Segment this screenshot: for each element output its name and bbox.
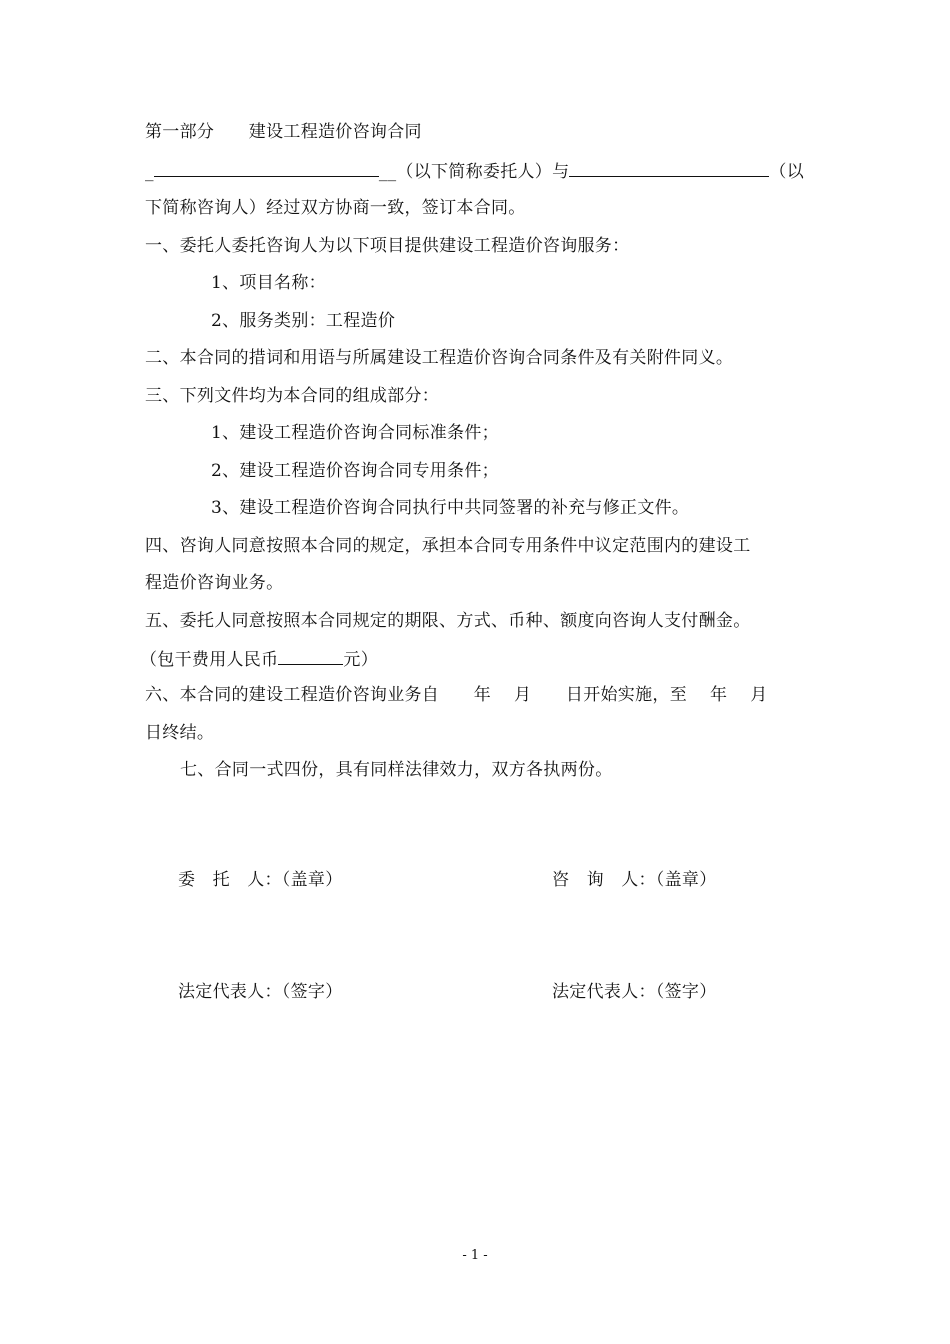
fee-label: （包干费用人民币 xyxy=(140,650,279,670)
clause-6-line-2: 日终结。 xyxy=(145,723,215,743)
consultant-representative-label: 法定代表人：（签字） xyxy=(552,982,717,1002)
clause-5-line-1: 五、委托人同意按照本合同规定的期限、方式、币种、额度向咨询人支付酬金。 xyxy=(145,611,751,631)
clause-1-item-1: 1、项目名称： xyxy=(211,273,326,293)
client-name-blank[interactable] xyxy=(154,158,379,177)
fee-unit: 元） xyxy=(343,650,379,670)
clause-7: 七、合同一式四份，具有同样法律效力，双方各执两份。 xyxy=(180,760,613,780)
consultant-name-blank[interactable] xyxy=(569,158,769,177)
parties-mid: __（以下简称委托人）与 xyxy=(378,162,570,182)
page-number: - 1 - xyxy=(462,1248,488,1263)
clause-4-line-2: 程造价咨询业务。 xyxy=(145,573,284,593)
clause-3: 三、下列文件均为本合同的组成部分： xyxy=(145,386,440,406)
clause-6-line-1: 六、本合同的建设工程造价咨询业务自 年 月 日开始实施，至 年 月 xyxy=(145,685,768,705)
section-title: 第一部分 建设工程造价咨询合同 xyxy=(145,122,422,142)
clause-1-item-2: 2、服务类别：工程造价 xyxy=(211,311,396,331)
client-representative-label: 法定代表人：（签字） xyxy=(178,982,343,1002)
parties-line xyxy=(145,158,804,184)
clause-1: 一、委托人委托咨询人为以下项目提供建设工程造价咨询服务： xyxy=(145,236,630,256)
fee-amount-blank[interactable] xyxy=(278,646,343,665)
clause-5-fee-line xyxy=(140,646,378,672)
clause-3-item-3: 3、建设工程造价咨询合同执行中共同签署的补充与修正文件。 xyxy=(211,498,690,518)
clause-4-line-1: 四、咨询人同意按照本合同的规定，承担本合同专用条件中议定范围内的建设工 xyxy=(145,536,751,556)
clause-3-item-2: 2、建设工程造价咨询合同专用条件； xyxy=(211,461,499,481)
clause-3-item-1: 1、建设工程造价咨询合同标准条件； xyxy=(211,423,499,443)
consultant-seal-label: 咨 询 人：（盖章） xyxy=(552,870,717,890)
parties-pre: _ xyxy=(145,162,154,182)
parties-post: （以 xyxy=(769,162,805,182)
clause-2: 二、本合同的措词和用语与所属建设工程造价咨询合同条件及有关附件同义。 xyxy=(145,348,734,368)
client-seal-label: 委 托 人：（盖章） xyxy=(178,870,343,890)
parties-continuation: 下简称咨询人）经过双方协商一致，签订本合同。 xyxy=(145,198,526,218)
